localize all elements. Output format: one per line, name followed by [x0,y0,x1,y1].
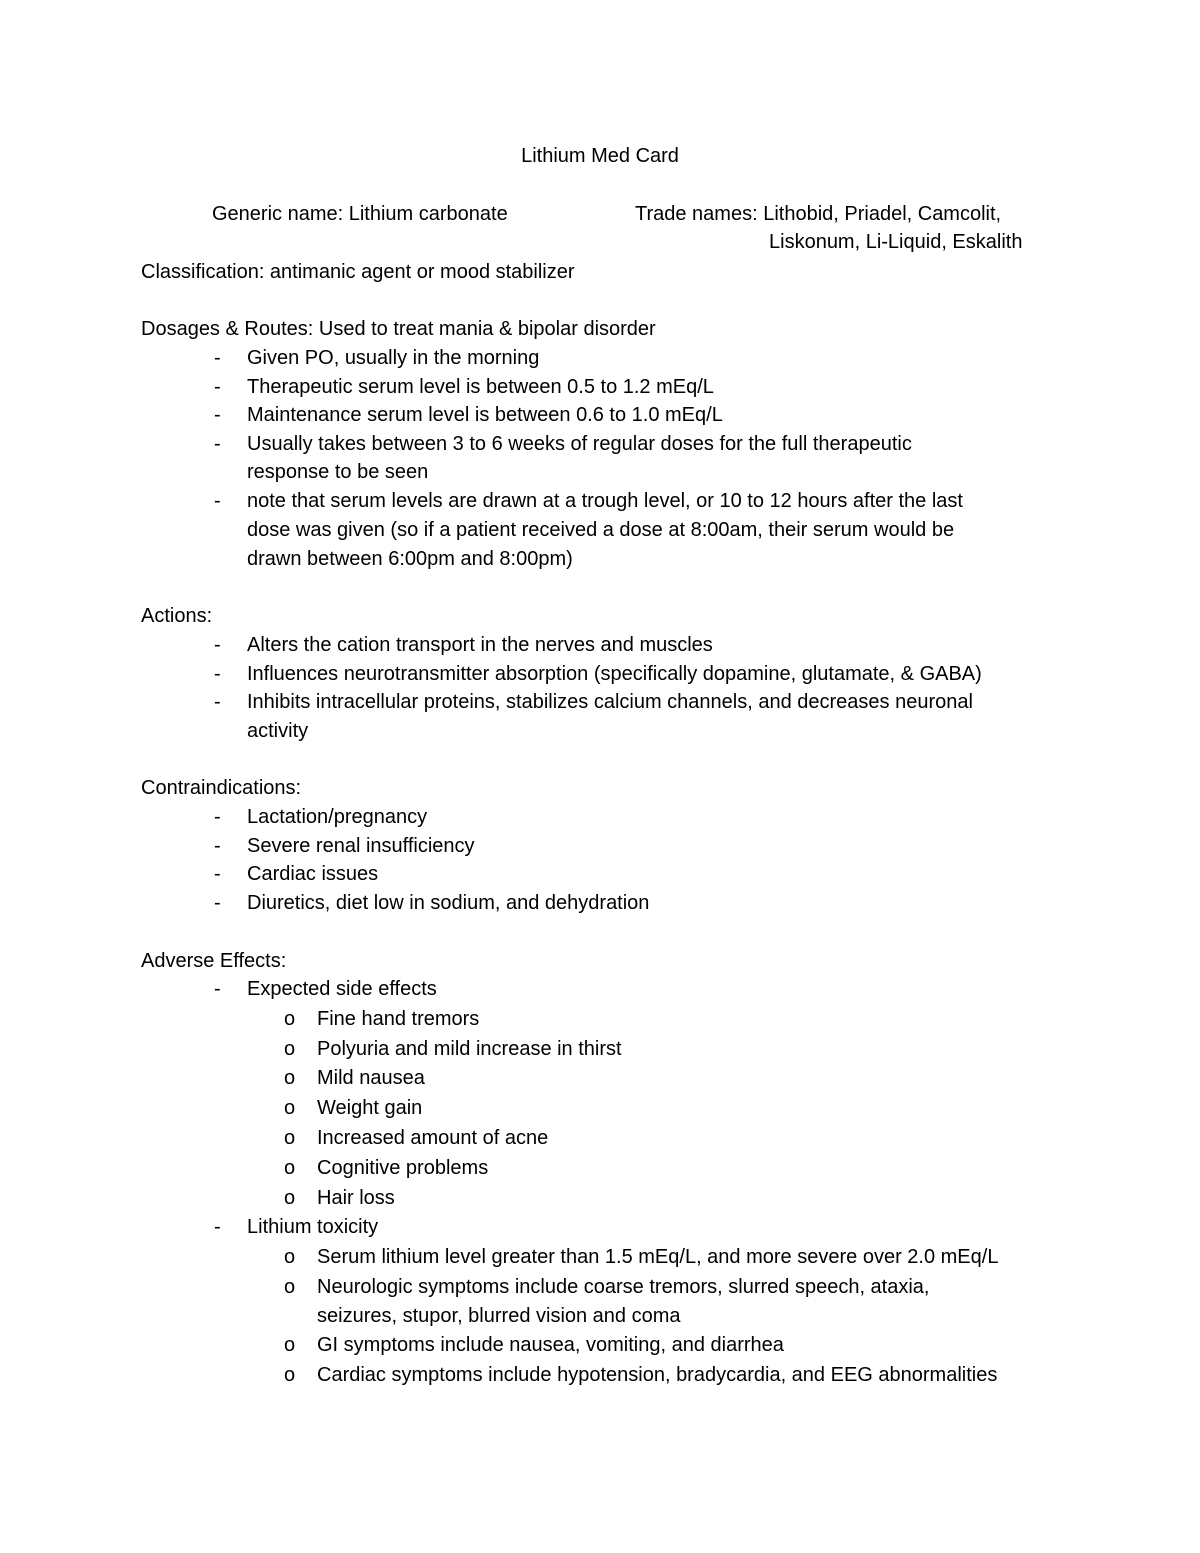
sub-list-bullet: o [284,1334,296,1356]
sub-list-item: Weight gain [317,1097,423,1119]
list-bullet: - [214,634,221,656]
list-bullet: - [214,863,221,885]
sub-list-item-continuation: seizures, stupor, blurred vision and coma [317,1305,681,1327]
list-item: Lithium toxicity [247,1216,379,1238]
sub-list-item: Neurologic symptoms include coarse tremors, slurred speech, ataxia, [317,1276,930,1298]
list-item: Inhibits intracellular proteins, stabilizes calcium channels, and decreases neuronal [247,691,973,713]
sub-list-item: Mild nausea [317,1067,425,1089]
list-item-continuation: dose was given (so if a patient received a dose at 8:00am, their serum would be [247,519,955,541]
list-item: Maintenance serum level is between 0.6 to 1.0 mEq/L [247,404,723,426]
list-bullet: - [214,835,221,857]
sub-list-bullet: o [284,1276,296,1298]
sub-list-bullet: o [284,1097,296,1119]
list-item: Influences neurotransmitter absorption (specifically dopamine, glutamate, & GABA) [247,663,982,685]
list-bullet: - [214,978,221,1000]
list-item: Usually takes between 3 to 6 weeks of regular doses for the full therapeutic [247,433,912,455]
list-bullet: - [214,347,221,369]
list-item: Lactation/pregnancy [247,806,428,828]
trade-names-line-1: Trade names: Lithobid, Priadel, Camcolit, [635,203,1002,225]
list-bullet: - [214,1216,221,1238]
dosages-heading: Dosages & Routes: Used to treat mania & bipolar disorder [141,318,656,340]
sub-list-item: Increased amount of acne [317,1127,549,1149]
list-bullet: - [214,691,221,713]
actions-heading: Actions: [141,605,213,627]
adverse-effects-heading: Adverse Effects: [141,950,287,972]
list-bullet: - [214,404,221,426]
sub-list-item: Serum lithium level greater than 1.5 mEq/L, and more severe over 2.0 mEq/L [317,1246,999,1268]
sub-list-bullet: o [284,1008,296,1030]
sub-list-bullet: o [284,1246,296,1268]
sub-list-item: Cardiac symptoms include hypotension, bradycardia, and EEG abnormalities [317,1364,998,1386]
list-item: Alters the cation transport in the nerves and muscles [247,634,713,656]
list-item: Cardiac issues [247,863,379,885]
list-item: Severe renal insufficiency [247,835,475,857]
sub-list-bullet: o [284,1038,296,1060]
list-item: note that serum levels are drawn at a trough level, or 10 to 12 hours after the last [247,490,963,512]
classification: Classification: antimanic agent or mood stabilizer [141,261,575,283]
list-bullet: - [214,663,221,685]
list-item: Diuretics, diet low in sodium, and dehydration [247,892,650,914]
sub-list-item: GI symptoms include nausea, vomiting, and diarrhea [317,1334,784,1356]
sub-list-item: Hair loss [317,1187,395,1209]
contraindications-heading: Contraindications: [141,777,302,799]
list-item: Therapeutic serum level is between 0.5 to 1.2 mEq/L [247,376,714,398]
list-item: Given PO, usually in the morning [247,347,540,369]
page-title: Lithium Med Card [521,145,679,167]
sub-list-bullet: o [284,1157,296,1179]
list-item-continuation: drawn between 6:00pm and 8:00pm) [247,548,573,570]
trade-names-line-2: Liskonum, Li-Liquid, Eskalith [769,231,1023,253]
list-item-continuation: response to be seen [247,461,429,483]
list-bullet: - [214,376,221,398]
sub-list-bullet: o [284,1364,296,1386]
list-bullet: - [214,892,221,914]
list-item-continuation: activity [247,720,309,742]
generic-name: Generic name: Lithium carbonate [212,203,508,225]
list-bullet: - [214,433,221,455]
sub-list-bullet: o [284,1127,296,1149]
list-bullet: - [214,490,221,512]
list-item: Expected side effects [247,978,437,1000]
sub-list-item: Cognitive problems [317,1157,489,1179]
sub-list-item: Polyuria and mild increase in thirst [317,1038,622,1060]
sub-list-item: Fine hand tremors [317,1008,480,1030]
sub-list-bullet: o [284,1187,296,1209]
list-bullet: - [214,806,221,828]
sub-list-bullet: o [284,1067,296,1089]
